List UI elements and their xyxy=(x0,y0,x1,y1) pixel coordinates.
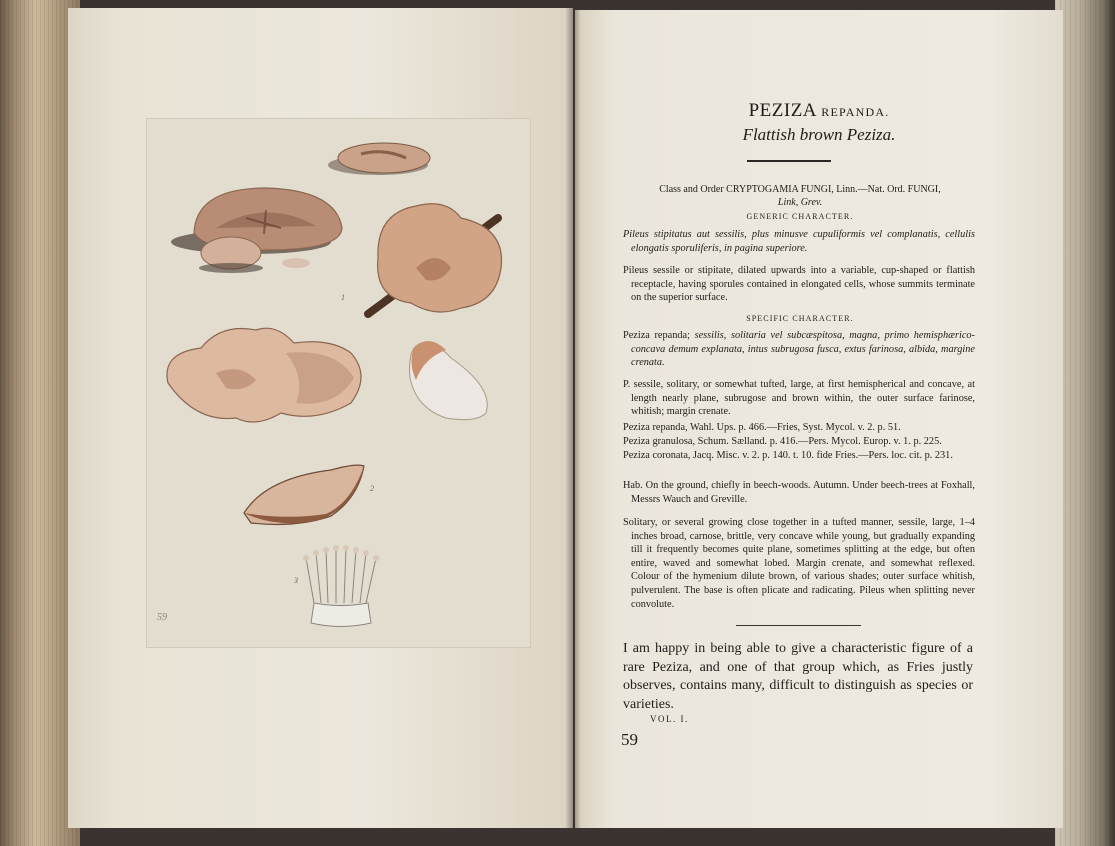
specific-heading: SPECIFIC CHARACTER. xyxy=(746,314,854,323)
fungus-fig-right xyxy=(378,204,502,312)
plate-number: 59 xyxy=(157,612,167,623)
section-rule xyxy=(736,625,861,626)
fungus-fig-top xyxy=(338,143,430,173)
generic-latin: Pileus stipitatus aut sessilis, plus minusve cupuliformis vel complanatis, cellulis elongatis sporuliferis, in pagina superiore. xyxy=(623,229,975,254)
figure-label-2: 2 xyxy=(370,484,374,493)
reference-3: Peziza coronata, Jacq. Misc. v. 2. p. 140. t. 10. fide Fries.—Pers. loc. cit. p. 231. xyxy=(623,450,953,461)
title-rule xyxy=(747,160,831,162)
classification-line-2: Link, Grev. xyxy=(777,197,823,208)
title-genus: PEZIZA xyxy=(748,100,816,121)
book-fore-edge-right xyxy=(1055,0,1115,846)
volume-label: VOL. I. xyxy=(650,714,689,724)
specific-latin-block xyxy=(623,329,975,370)
generic-heading: GENERIC CHARACTER. xyxy=(746,212,854,221)
common-name: Flattish brown Peziza. xyxy=(742,125,896,144)
fungus-fig-asci-tips xyxy=(303,545,379,561)
specific-english: P. sessile, solitary, or somewhat tufted, large, at first hemispherical and concave, at length nearly plane, subrugose and brown within, the outer surface farinose, whitish; margin crenate. xyxy=(623,379,975,418)
reference-2: Peziza granulosa, Schum. Sælland. p. 416.—Pers. Mycol. Europ. v. 1. p. 225. xyxy=(623,436,942,447)
specific-latin: sessilis, solitaria vel subcæspitosa, magna, primo hemisphærico-concava demum explanata, intus subrugosa fusca, extus farinosa, albida, margine crenata. xyxy=(631,330,975,369)
figure-label-1: 1 xyxy=(341,293,345,302)
figure-label-3: 3 xyxy=(294,576,298,585)
description: Solitary, or several growing close together in a tufted manner, sessile, large, 1–4 inches broad, carnose, brittle, very concave while young, but gradually expanding till it frequently becomes quite plane, sometimes splitting at the edge, but often entire, waved and somewhat lobed. Margin crenate, and somewhat reflexed. Colour of the hymenium dilute brown, of various shades; outer surface whitish, pulverulent. The base is often plicate and radicating. Pileus when splitting never convolute. xyxy=(623,517,975,610)
species-title xyxy=(575,100,1063,122)
commentary: I am happy in being able to give a characteristic figure of a rare Peziza, and one of that group which, as Fries justly observes, contains many, difficult to distinguish as species or varieties. xyxy=(623,641,973,712)
fungus-illustration xyxy=(146,118,531,648)
page-signature: 59 xyxy=(621,730,638,749)
generic-english: Pileus sessile or stipitate, dilated upwards into a variable, cup-shaped or flattish receptacle, having sporules contained in elongated cells, whose summits terminate on the superior surface. xyxy=(623,265,975,304)
specific-latin-name: Peziza repanda; xyxy=(623,330,690,341)
classification-line-1: Class and Order CRYPTOGAMIA FUNGI, Linn.—Nat. Ord. FUNGI, xyxy=(659,184,941,195)
classification xyxy=(620,183,980,209)
habitat: Hab. On the ground, chiefly in beech-woods. Autumn. Under beech-trees at Foxhall, Messrs Wauch and Greville. xyxy=(623,480,975,505)
title-species: REPANDA. xyxy=(821,105,890,119)
reference-1: Peziza repanda, Wahl. Ups. p. 466.—Fries, Syst. Mycol. v. 2. p. 51. xyxy=(623,422,901,433)
fungus-fig-asci xyxy=(306,548,376,627)
